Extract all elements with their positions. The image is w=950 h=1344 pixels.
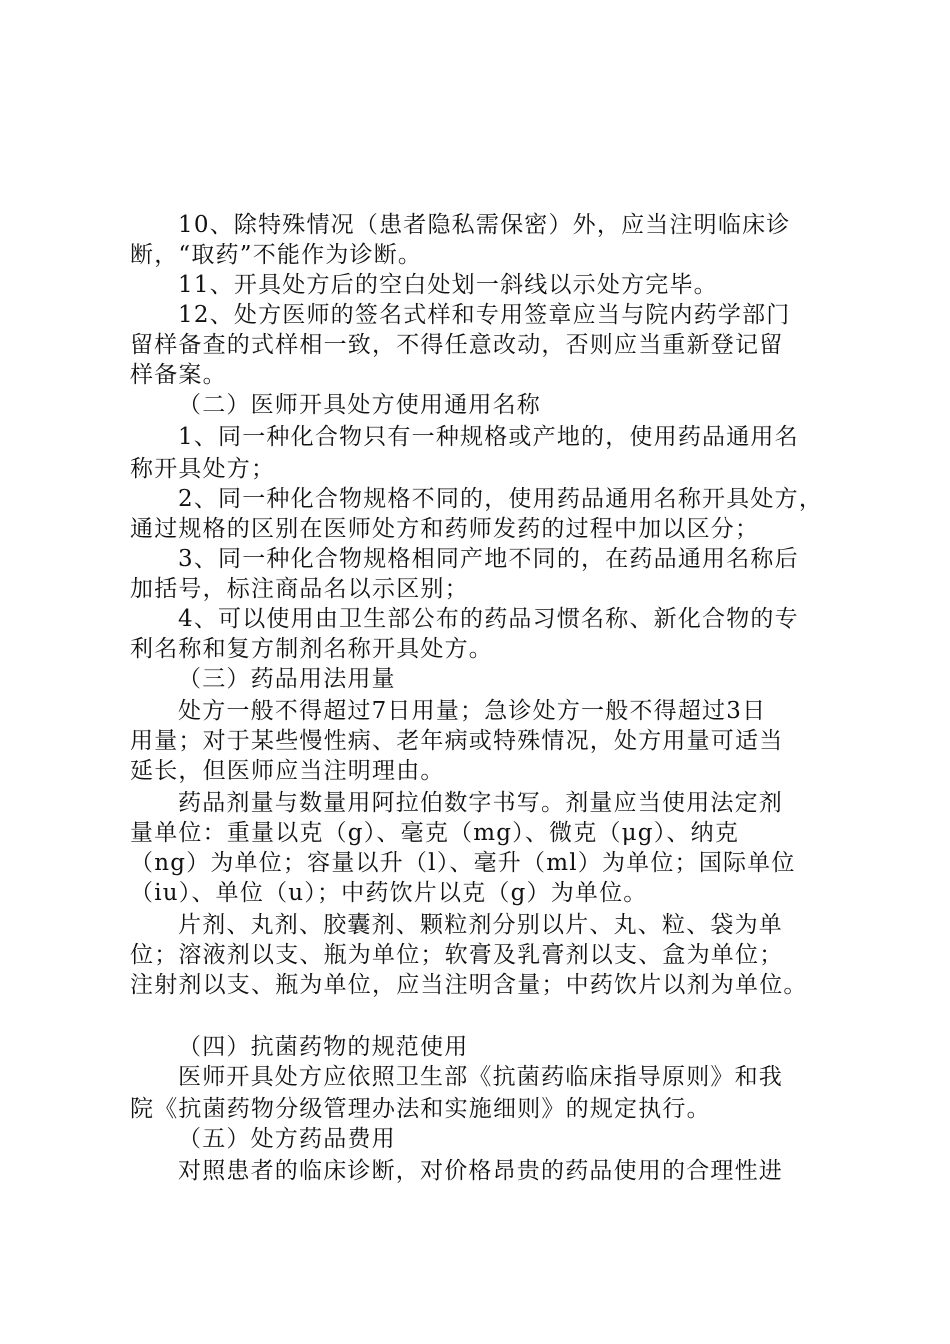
- text-line: 加括号，标注商品名以示区别；: [130, 576, 469, 602]
- section-heading: （五）处方药品费用: [178, 1126, 396, 1152]
- text-line: 12、处方医师的签名式样和专用签章应当与院内药学部门: [178, 302, 791, 328]
- text-line: 注射剂以支、瓶为单位，应当注明含量；中药饮片以剂为单位。: [130, 972, 808, 998]
- text-line: 断，“取药”不能作为诊断。: [130, 242, 423, 268]
- text-line: 样备案。: [130, 362, 227, 388]
- text-line: （ng）为单位；容量以升（l）、毫升（ml）为单位；国际单位: [130, 850, 796, 876]
- text-line: 院《抗菌药物分级管理办法和实施细则》的规定执行。: [130, 1096, 711, 1122]
- text-line: 4、可以使用由卫生部公布的药品习惯名称、新化合物的专: [178, 606, 799, 632]
- text-line: 利名称和复方制剂名称开具处方。: [130, 636, 493, 662]
- text-line: 位；溶液剂以支、瓶为单位；软膏及乳膏剂以支、盒为单位；: [130, 942, 784, 968]
- text-line: 药品剂量与数量用阿拉伯数字书写。剂量应当使用法定剂: [178, 790, 783, 816]
- text-line: 11、开具处方后的空白处划一斜线以示处方完毕。: [178, 272, 718, 298]
- text-line: 对照患者的临床诊断，对价格昂贵的药品使用的合理性进: [178, 1158, 783, 1184]
- section-heading: （二）医师开具处方使用通用名称: [178, 392, 541, 418]
- section-heading: （三）药品用法用量: [178, 666, 396, 692]
- text-line: 2、同一种化合物规格不同的，使用药品通用名称开具处方，: [178, 486, 824, 512]
- text-line: 通过规格的区别在医师处方和药师发药的过程中加以区分；: [130, 516, 760, 542]
- text-line: 延长，但医师应当注明理由。: [130, 758, 445, 784]
- text-line: 用量；对于某些慢性病、老年病或特殊情况，处方用量可适当: [130, 728, 784, 754]
- text-line: 称开具处方；: [130, 456, 276, 482]
- section-heading: （四）抗菌药物的规范使用: [178, 1034, 469, 1060]
- text-line: 量单位：重量以克（g）、毫克（mg）、微克（μg）、纳克: [130, 820, 740, 846]
- text-line: 10、除特殊情况（患者隐私需保密）外，应当注明临床诊: [178, 212, 791, 238]
- text-line: 1、同一种化合物只有一种规格或产地的，使用药品通用名: [178, 424, 799, 450]
- text-line: 片剂、丸剂、胶囊剂、颗粒剂分别以片、丸、粒、袋为单: [178, 912, 783, 938]
- text-line: 留样备查的式样相一致，不得任意改动，否则应当重新登记留: [130, 332, 784, 358]
- text-line: 3、同一种化合物规格相同产地不同的，在药品通用名称后: [178, 546, 799, 572]
- text-line: （iu）、单位（u）；中药饮片以克（g）为单位。: [130, 880, 648, 906]
- text-line: 处方一般不得超过7日用量；急诊处方一般不得超过3日: [178, 698, 767, 724]
- text-line: 医师开具处方应依照卫生部《抗菌药临床指导原则》和我: [178, 1064, 783, 1090]
